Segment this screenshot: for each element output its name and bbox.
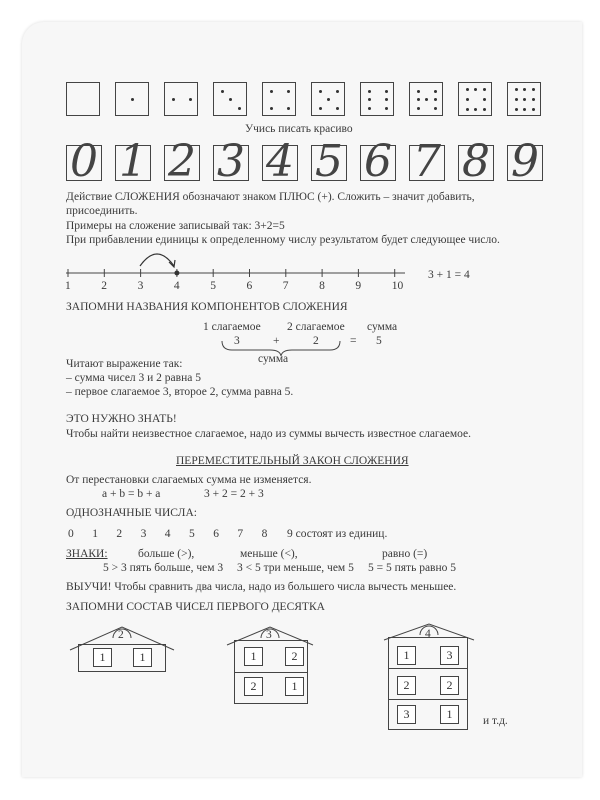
equals-sign: = xyxy=(350,335,357,347)
single-digit-number: 6 xyxy=(213,528,219,540)
components-heading: ЗАПОМНИ НАЗВАНИЯ КОМПОНЕНТОВ СЛОЖЕНИЯ xyxy=(66,301,348,313)
heading-beautiful: Учись писать красиво xyxy=(245,123,353,135)
house-2 xyxy=(78,644,166,672)
intro-line-3: Примеры на сложение записывай так: 3+2=5 xyxy=(66,220,285,232)
example-equal: 5 = 5 пять равно 5 xyxy=(368,562,457,574)
important-heading: ЭТО НУЖНО ЗНАТЬ! xyxy=(66,413,177,425)
formula-numbers: 3 + 2 = 2 + 3 xyxy=(204,488,264,500)
house-3-cell: 1 xyxy=(244,647,263,666)
cursive-digit: 0 xyxy=(70,136,98,187)
sign-less: меньше (<), xyxy=(240,548,298,560)
cursive-digit: 8 xyxy=(462,136,490,187)
cursive-digit: 9 xyxy=(511,136,539,187)
term2-label: 2 слагаемое xyxy=(287,321,345,333)
sum-value: 5 xyxy=(376,335,382,347)
number-line-label: 8 xyxy=(319,280,325,292)
intro-line-2: присоединить. xyxy=(66,205,138,217)
number-line-label: 4 xyxy=(173,280,180,292)
number-line-label: 9 xyxy=(355,280,362,292)
intro-line-4: При прибавлении единицы к определенному числу результатом будет следующее число. xyxy=(66,234,500,246)
number-line-label: 3 xyxy=(137,280,144,292)
house-4-cell: 3 xyxy=(440,646,459,665)
number-line-dot xyxy=(174,271,179,276)
etc-label: и т.д. xyxy=(483,715,508,727)
number-line-label: 2 xyxy=(101,280,108,292)
composition-heading: ЗАПОМНИ СОСТАВ ЧИСЕЛ ПЕРВОГО ДЕСЯТКА xyxy=(66,601,325,613)
sign-equal: равно (=) xyxy=(382,548,428,560)
signs-label: ЗНАКИ: xyxy=(66,548,108,560)
sign-greater: больше (>), xyxy=(138,548,195,560)
number-line-label: 7 xyxy=(282,280,289,292)
house-4-divider xyxy=(388,668,468,669)
house-2-cell: 1 xyxy=(133,648,152,667)
commutative-text: От перестановки слагаемых сумма не изменяется. xyxy=(66,474,312,486)
number-line-label: 1 xyxy=(65,280,71,292)
house-4-top: 4 xyxy=(425,628,431,640)
reading-line-2: – сумма чисел 3 и 2 равна 5 xyxy=(66,372,201,384)
single-digit-number: 0 xyxy=(68,528,74,540)
reading-line-3: – первое слагаемое 3, второе 2, сумма равна 5. xyxy=(66,386,294,398)
house-2-cell: 1 xyxy=(93,648,112,667)
number-line-equation: 3 + 1 = 4 xyxy=(428,269,470,281)
important-text: Чтобы найти неизвестное слагаемое, надо из суммы вычесть известное слагаемое. xyxy=(66,428,471,440)
single-digit-number: 1 xyxy=(92,528,98,540)
single-digit-number: 4 xyxy=(164,528,171,540)
house-4-divider xyxy=(388,699,468,700)
house-4-cell: 2 xyxy=(397,676,416,695)
formula-letters: a + b = b + a xyxy=(102,488,161,500)
number-line-label: 5 xyxy=(210,280,216,292)
house-3-divider xyxy=(234,672,308,673)
single-digit-number: 3 xyxy=(140,528,147,540)
cursive-digit: 4 xyxy=(266,136,294,187)
house-4-cell: 1 xyxy=(397,646,416,665)
house-4-cell: 2 xyxy=(440,676,459,695)
cursive-digit: 2 xyxy=(168,136,196,187)
single-digit-number: 2 xyxy=(116,528,123,540)
plus-sign: + xyxy=(273,335,280,347)
cursive-digit: 7 xyxy=(413,136,441,187)
brace-label: сумма xyxy=(258,353,289,365)
house-3-top: 3 xyxy=(266,629,272,641)
cursive-digit: 6 xyxy=(364,136,392,187)
learn-text: ВЫУЧИ! Чтобы сравнить два числа, надо из большего числа вычесть меньшее. xyxy=(66,581,457,593)
single-digit-number: 8 xyxy=(261,528,268,540)
term1-value: 3 xyxy=(234,335,240,347)
house-3-cell: 1 xyxy=(285,677,304,696)
house-4-cell: 1 xyxy=(440,705,459,724)
number-line-label: 10 xyxy=(391,280,404,292)
single-digit-heading: ОДНОЗНАЧНЫЕ ЧИСЛА: xyxy=(66,507,197,519)
single-digit-number: 5 xyxy=(189,528,195,540)
single-digit-last: 9 состоят из единиц. xyxy=(287,528,388,540)
example-less: 3 < 5 три меньше, чем 5 xyxy=(237,562,354,574)
sum-label: сумма xyxy=(367,321,398,333)
term2-value: 2 xyxy=(313,335,319,347)
cursive-digit: 3 xyxy=(217,136,245,187)
reading-line-1: Читают выражение так: xyxy=(66,358,183,370)
cursive-digit: 1 xyxy=(119,136,147,187)
cursive-digit: 5 xyxy=(315,136,343,187)
single-digit-number: 7 xyxy=(237,528,244,540)
house-2-top: 2 xyxy=(118,629,124,641)
example-greater: 5 > 3 пять больше, чем 3 xyxy=(103,562,224,574)
intro-line-1: Действие СЛОЖЕНИЯ обозначают знаком ПЛЮС (+). Сложить – значит добавить, xyxy=(66,191,475,203)
number-line-label: 6 xyxy=(246,280,253,292)
commutative-heading: ПЕРЕМЕСТИТЕЛЬНЫЙ ЗАКОН СЛОЖЕНИЯ xyxy=(176,455,409,467)
house-4-cell: 3 xyxy=(397,705,416,724)
house-3-cell: 2 xyxy=(285,647,304,666)
term1-label: 1 слагаемое xyxy=(203,321,261,333)
house-3-cell: 2 xyxy=(244,677,263,696)
